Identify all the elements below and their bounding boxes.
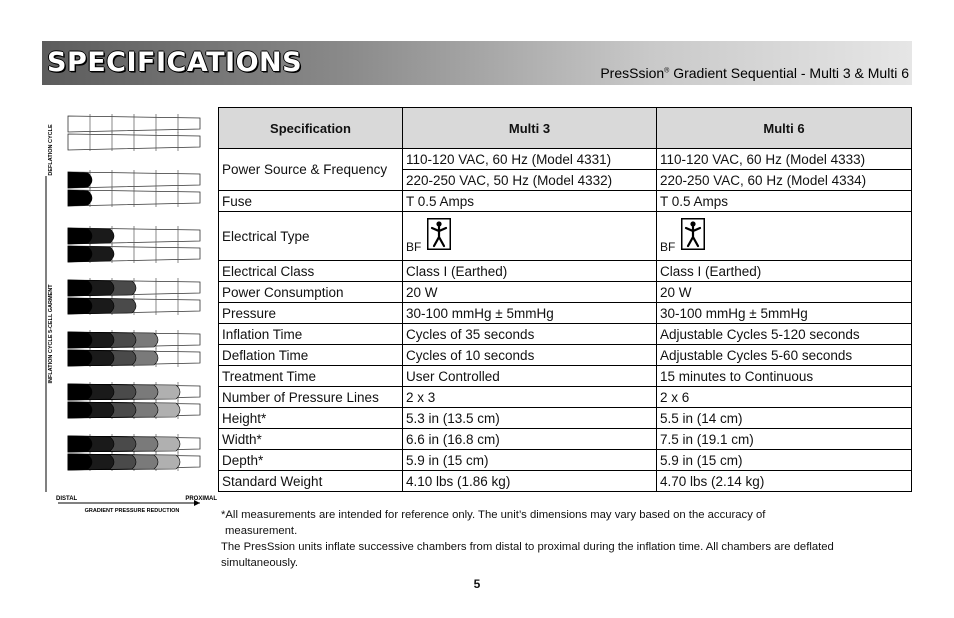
table-row [219,149,912,170]
cell-multi3: 220-250 VAC, 50 Hz (Model 4332) [403,170,657,191]
subtitle-text: Gradient Sequential - Multi 3 & Multi 6 [673,65,909,81]
cell-multi3: 5.9 in (15 cm) [403,450,657,471]
cell-multi6: Class I (Earthed) [657,261,912,282]
row-label: Depth* [219,450,403,471]
cell-multi3: 30-100 mmHg ± 5mmHg [403,303,657,324]
row-label: Pressure [219,303,403,324]
inflated-chamber [68,172,92,188]
row-label: Width* [219,429,403,450]
cell-multi3 [403,212,657,261]
table-row [219,191,912,212]
measurement-note-line2: measurement. [225,524,298,537]
table-row [219,408,912,429]
cell-multi6: 20 W [657,282,912,303]
cell-multi3: 6.6 in (16.8 cm) [403,429,657,450]
cell-multi3: 110-120 VAC, 60 Hz (Model 4331) [403,149,657,170]
header-specification: Specification [219,108,403,149]
cell-multi3: T 0.5 Amps [403,191,657,212]
cell-multi3: 2 x 3 [403,387,657,408]
table-row [219,366,912,387]
gradient-label: GRADIENT PRESSURE REDUCTION [84,508,180,514]
inflation-label: INFLATION CYCLE 5-CELL GARMENT [48,284,54,384]
table-row [219,450,912,471]
inflation-cycle-diagram [42,110,217,522]
table-row [219,324,912,345]
cell-multi3: 20 W [403,282,657,303]
inflated-chamber [68,384,92,400]
row-label: Height* [219,408,403,429]
bf-label: BF [406,240,422,254]
proximal-label: PROXIMAL [185,496,217,502]
cell-multi3: Cycles of 35 seconds [403,324,657,345]
row-label: Electrical Class [219,261,403,282]
header-multi3: Multi 3 [403,108,657,149]
cell-multi3: Class I (Earthed) [403,261,657,282]
inflated-chamber [68,246,92,262]
inflated-chamber [68,332,92,348]
inflated-chamber [68,228,92,244]
table-row [219,282,912,303]
page-title: SPECIFICATIONS [47,47,303,78]
row-label: Treatment Time [219,366,403,387]
table-row [219,471,912,492]
cell-multi6: 110-120 VAC, 60 Hz (Model 4333) [657,149,912,170]
cell-multi6: 30-100 mmHg ± 5mmHg [657,303,912,324]
deflation-label: DEFLATION CYCLE [48,124,54,176]
cell-multi6: Adjustable Cycles 5-60 seconds [657,345,912,366]
cell-multi6: 5.5 in (14 cm) [657,408,912,429]
footnotes [221,508,911,571]
row-label: Power Consumption [219,282,403,303]
table-row [219,303,912,324]
table-row [219,429,912,450]
inflated-chamber [68,190,92,206]
cell-multi3: User Controlled [403,366,657,387]
cell-multi6: 15 minutes to Continuous [657,366,912,387]
inflated-chamber [68,280,92,296]
brand-name: PresSsion [600,65,665,81]
header-bar [42,41,912,85]
table-row [219,212,912,261]
cell-multi6 [657,212,912,261]
row-label: Deflation Time [219,345,403,366]
cell-multi3: 4.10 lbs (1.86 kg) [403,471,657,492]
body-floating-icon [427,218,451,250]
cell-multi6: 4.70 lbs (2.14 kg) [657,471,912,492]
registered-mark: ® [664,67,670,75]
table-row [219,261,912,282]
inflated-chamber [68,436,92,452]
inflated-chamber [68,350,92,366]
inflated-chamber [68,402,92,418]
distal-label: DISTAL [56,496,78,502]
table-row [219,387,912,408]
row-label: Standard Weight [219,471,403,492]
cell-multi3: 5.3 in (13.5 cm) [403,408,657,429]
body-floating-icon [681,218,705,250]
measurement-note-line1: *All measurements are intended for reference only. The unit’s dimensions may vary based on the accuracy of [221,509,766,521]
specifications-table [218,107,912,492]
inflated-chamber [68,454,92,470]
row-label: Power Source & Frequency [219,149,403,191]
product-subtitle [600,65,909,81]
cell-multi6: Adjustable Cycles 5-120 seconds [657,324,912,345]
row-label: Fuse [219,191,403,212]
header-multi6: Multi 6 [657,108,912,149]
cell-multi6: 220-250 VAC, 60 Hz (Model 4334) [657,170,912,191]
cell-multi6: T 0.5 Amps [657,191,912,212]
measurement-note [221,508,911,539]
inflated-chamber [68,298,92,314]
row-label: Electrical Type [219,212,403,261]
row-label: Inflation Time [219,324,403,345]
row-label: Number of Pressure Lines [219,387,403,408]
cell-multi3: Cycles of 10 seconds [403,345,657,366]
inflation-note: The PresSsion units inflate successive chambers from distal to proximal during the inflation time. All chambers are deflated simultaneously. [221,541,834,569]
page-number: 5 [473,577,481,591]
cell-multi6: 5.9 in (15 cm) [657,450,912,471]
table-header-row [219,108,912,149]
cell-multi6: 7.5 in (19.1 cm) [657,429,912,450]
cell-multi6: 2 x 6 [657,387,912,408]
diagram-canvas [42,110,217,522]
bf-label: BF [660,240,676,254]
table-row [219,345,912,366]
